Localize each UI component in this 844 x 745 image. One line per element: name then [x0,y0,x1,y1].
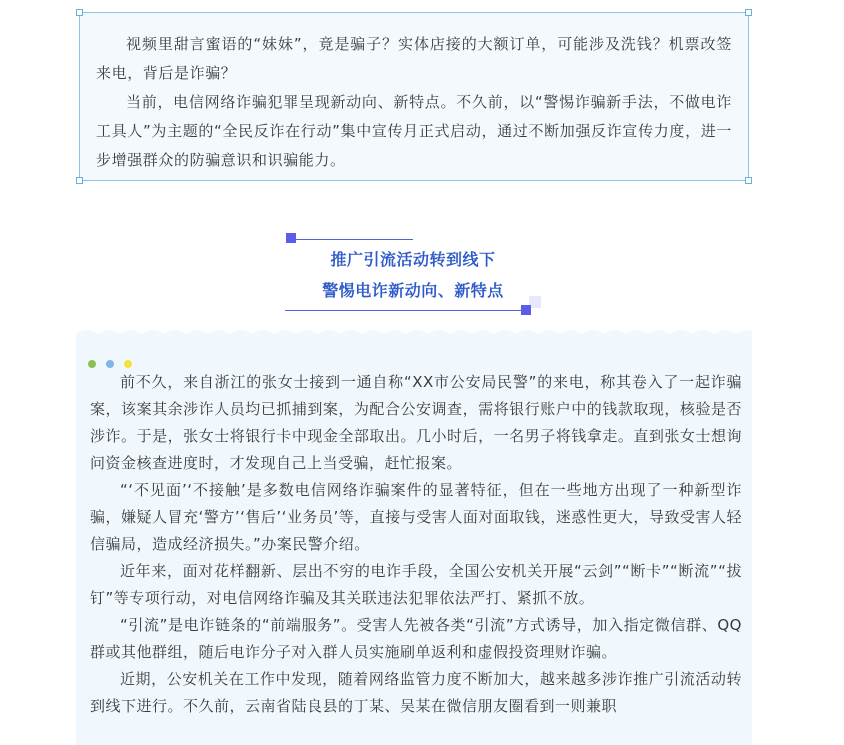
article-paragraph: “引流”是电诈链条的“前端服务”。受害人先被各类“引流”方式诱导，加入指定微信群、QQ群或其他群组，随后电诈分子对入群人员实施刷单返利和虚假投资理财诈骗。 [90,616,742,661]
section-heading-line2: 警惕电诈新动向、新特点 [322,281,504,300]
corner-handle-top-left [76,9,83,16]
corner-handle-bottom-right [745,177,752,184]
section-heading [285,233,541,315]
corner-handle-bottom-left [76,177,83,184]
intro-paragraph: 视频里甜言蜜语的“妹妹”，竟是骗子？实体店接的大额订单，可能涉及洗钱？机票改签来电，背后是诈骗？ [96,35,732,82]
article-paragraph: 近期，公安机关在工作中发现，随着网络监管力度不断加大，越来越多涉诈推广引流活动转到线下进行。不久前，云南省陆良县的丁某、吴某在微信朋友圈看到一则兼职 [90,670,742,715]
wave-border [76,328,752,338]
section-heading-line1: 推广引流活动转到线下 [330,250,496,269]
intro-paragraph: 当前，电信网络诈骗犯罪呈现新动向、新特点。不久前，以“警惕诈骗新手法，不做电诈工具人”为主题的“全民反诈在行动”集中宣传月正式启动，通过不断加强反诈宣传力度，进一步增强群众的防骗意识和识骗能力。 [96,93,732,169]
intro-box [79,12,749,181]
heading-bottom-rule [285,310,525,311]
article-paragraph: “‘不见面’‘不接触’是多数电信网络诈骗案件的显著特征，但在一些地方出现了一种新型诈骗，嫌疑人冒充‘警方’‘售后’‘业务员’等，直接与受害人面对面取钱，迷惑性更大，导致受害人轻信骗局，造成经济损失。”办案民警介绍。 [90,481,742,553]
article-body [90,369,742,720]
article-paragraph: 前不久，来自浙江的张女士接到一通自称“XX市公安局民警”的来电，称其卷入了一起诈骗案，该案其余涉诈人员均已抓捕到案，为配合公安调查，需将银行账户中的钱款取现，核验是否涉诈。于是，张女士将银行卡中现金全部取出。几小时后，一名男子将钱拿走。直到张女士想询问资金核查进度时，才发现自己上当受骗，赶忙报案。 [90,373,742,472]
heading-top-square-icon [286,233,296,243]
heading-top-rule [289,239,413,240]
yellow-dot-icon [124,360,132,368]
heading-bottom-square-icon [521,305,531,315]
green-dot-icon [88,360,96,368]
article-box [76,335,752,745]
corner-handle-top-right [745,9,752,16]
blue-dot-icon [106,360,114,368]
article-paragraph: 近年来，面对花样翻新、层出不穷的电诈手段，全国公安机关开展“云剑”“断卡”“断流”“拔钉”等专项行动，对电信网络诈骗及其关联违法犯罪依法严打、紧抓不放。 [90,562,742,607]
